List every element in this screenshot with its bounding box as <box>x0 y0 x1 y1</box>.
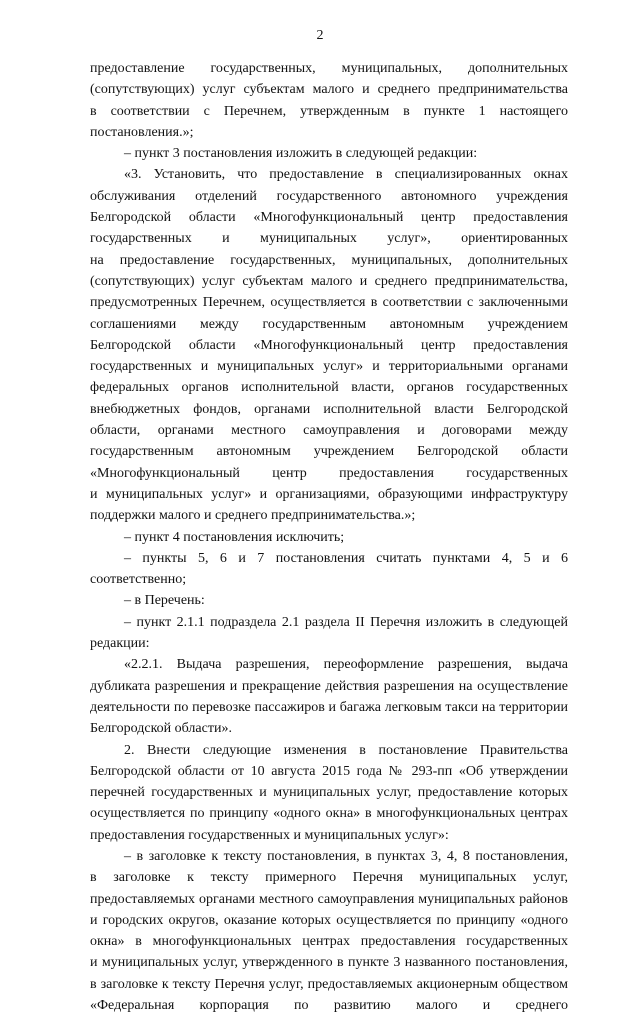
text-line: предоставляемых органами местного самоуправления муниципальных районов <box>90 891 568 907</box>
text-line: – пункты 5, 6 и 7 постановления считать пунктами 4, 5 и 6 <box>124 550 568 566</box>
text-line: редакции: <box>90 636 150 652</box>
text-line: в заголовке к тексту примерного Перечня муниципальных услуг, <box>90 870 568 886</box>
text-line: и муниципальных услуг» и организациями, образующими инфраструктуру <box>90 486 568 502</box>
text-line: предусмотренных Перечнем, осуществляется в соответствии с заключенными <box>90 295 568 311</box>
text-line: и городских округов, оказание которых осуществляется по принципу «одного <box>90 912 568 928</box>
text-line: области, органами местного самоуправления и договорами между <box>90 423 568 439</box>
text-line: соглашениями между государственным автономным учреждением <box>90 316 568 332</box>
text-line: предоставление государственных, муниципальных, дополнительных <box>90 61 568 76</box>
page-number: 2 <box>316 28 324 43</box>
text-line: в соответствии с Перечнем, утвержденным в пункте 1 настоящего <box>90 103 568 119</box>
text-line: «3. Установить, что предоставление в специализированных окнах <box>124 167 568 183</box>
text-line: окна» в многофункциональных центрах предоставления государственных <box>90 934 568 950</box>
text-line: обслуживания отделений государственного автономного учреждения <box>90 188 568 204</box>
text-line: «Многофункциональный центр предоставления государственных <box>90 465 568 481</box>
text-line: – пункт 2.1.1 подраздела 2.1 раздела II Перечня изложить в следующей <box>124 614 568 630</box>
text-line: федеральных органов исполнительной власти, органов государственных <box>90 380 568 396</box>
text-line: в заголовке к тексту Перечня услуг, предоставляемых акционерным обществом <box>90 976 568 992</box>
text-line: и муниципальных услуг, утвержденного в пункте 3 названного постановления, <box>90 955 568 971</box>
text-line: 2. Внести следующие изменения в постановление Правительства <box>124 742 568 758</box>
text-line: деятельности по перевозке пассажиров и багажа легковым такси на территории <box>90 699 568 715</box>
text-line: – в Перечень: <box>124 593 205 609</box>
text-line: (сопутствующих) услуг субъектам малого и среднего предпринимательства <box>90 82 568 98</box>
text-line: соответственно; <box>90 572 187 588</box>
text-line: постановления.»; <box>90 124 194 140</box>
text-line: поддержки малого и среднего предпринимательства.»; <box>90 508 416 524</box>
text-line: (сопутствующих) услуг субъектам малого и среднего предпринимательства, <box>90 273 568 289</box>
text-line: внебюджетных фондов, органами исполнительной власти Белгородской <box>90 401 568 417</box>
text-line: – в заголовке к тексту постановления, в пунктах 3, 4, 8 постановления, <box>124 848 568 864</box>
text-line: государственным автономным учреждением Белгородской области <box>90 444 568 460</box>
text-line: на предоставление государственных, муниципальных, дополнительных <box>90 252 568 268</box>
text-line: государственных и муниципальных услуг» и территориальными органами <box>90 359 568 375</box>
text-line: дубликата разрешения и прекращение действия разрешения на осуществление <box>90 678 568 694</box>
document-body <box>90 58 568 1016</box>
text-line: перечней государственных и муниципальных услуг, предоставление которых <box>90 785 568 801</box>
text-line: государственных и муниципальных услуг», ориентированных <box>90 231 568 247</box>
text-line: – пункт 4 постановления исключить; <box>124 529 345 545</box>
text-line: Белгородской области». <box>90 721 232 737</box>
text-line: Белгородской области «Многофункциональный центр предоставления <box>90 210 568 226</box>
text-line: Белгородской области от 10 августа 2015 года № 293-пп «Об утверждении <box>90 763 568 779</box>
text-line: «Федеральная корпорация по развитию малого и среднего <box>90 998 568 1014</box>
text-line: «2.2.1. Выдача разрешения, переоформление разрешения, выдача <box>124 657 568 673</box>
text-line: – пункт 3 постановления изложить в следующей редакции: <box>124 146 478 162</box>
text-line: осуществляется по принципу «одного окна» в многофункциональных центрах <box>90 806 568 822</box>
text-line: Белгородской области «Многофункциональный центр предоставления <box>90 337 568 353</box>
text-line: предоставления государственных и муниципальных услуг»: <box>90 827 449 843</box>
